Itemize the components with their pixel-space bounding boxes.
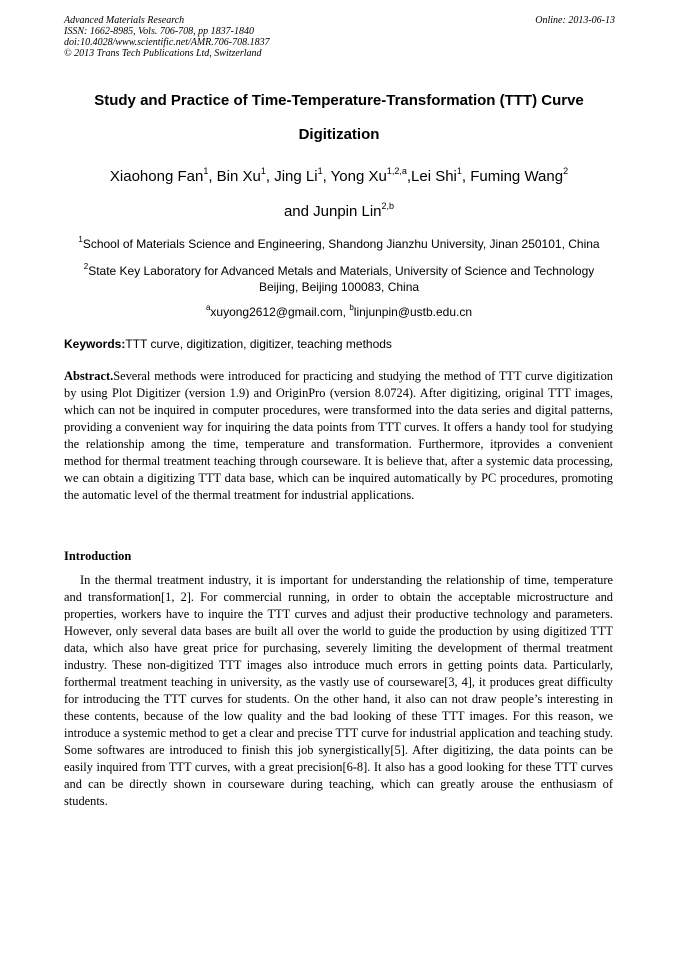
- affiliation-2: [30, 264, 648, 279]
- copyright-line: © 2013 Trans Tech Publications Ltd, Switzerland: [64, 48, 262, 59]
- keywords: [64, 337, 624, 352]
- journal-header: [64, 15, 615, 59]
- email-b: linjunpin@ustb.edu.cn: [353, 305, 473, 319]
- author-list: [30, 168, 648, 186]
- author-list-continued: [30, 203, 648, 221]
- author-affiliation-mark: 1: [456, 166, 462, 176]
- abstract-label: Abstract.: [64, 369, 114, 383]
- author-name: , Bin Xu: [208, 168, 261, 185]
- affiliation-mark: 2: [83, 262, 89, 271]
- affiliation-1: [30, 237, 648, 252]
- contact-emails: [30, 305, 648, 320]
- affiliation-2-continued: Beijing, Beijing 100083, China: [258, 280, 420, 294]
- paper-title-line-2: Digitization: [298, 126, 380, 143]
- author-name: , Jing Li: [265, 168, 318, 185]
- email-mark: a: [205, 303, 211, 312]
- online-date: Online: 2013-06-13: [535, 15, 615, 26]
- section-heading-introduction: Introduction: [64, 549, 132, 563]
- author-affiliation-mark: 1: [203, 166, 209, 176]
- author-name: , Yong Xu: [322, 168, 387, 185]
- author-affiliation-mark: 1: [317, 166, 323, 176]
- author-name: and Junpin Lin: [283, 203, 382, 220]
- abstract: [64, 368, 613, 504]
- affiliation-text: State Key Laboratory for Advanced Metals and Materials, University of Science and Technology: [88, 264, 595, 278]
- doi-line: doi:10.4028/www.scientific.net/AMR.706-708.1837: [64, 37, 270, 48]
- issn-line: ISSN: 1662-8985, Vols. 706-708, pp 1837-1840: [64, 26, 254, 37]
- affiliation-text: School of Materials Science and Engineering, Shandong Jianzhu University, Jinan 250101, China: [82, 237, 600, 251]
- author-name: Xiaohong Fan: [109, 168, 204, 185]
- author-name: , Fuming Wang: [461, 168, 564, 185]
- author-affiliation-mark: 1,2,a: [386, 166, 407, 176]
- author-affiliation-mark: 2: [563, 166, 569, 176]
- keywords-label: Keywords:: [64, 337, 126, 351]
- email-a: xuyong2612@gmail.com,: [210, 305, 350, 319]
- author-affiliation-mark: 1: [260, 166, 266, 176]
- affiliation-mark: 1: [78, 235, 83, 244]
- email-mark: b: [349, 303, 354, 312]
- author-name: ,Lei Shi: [406, 168, 457, 185]
- journal-name: Advanced Materials Research: [64, 15, 185, 26]
- introduction-paragraph: In the thermal treatment industry, it is important for understanding the relationship of time, temperature and transformation[1, 2]. For commercial running, in order to obtain the acceptable microstructure and properties, workers have to inquire the TTT curves and adjust their productive technology and parameters. However, only several data bases are built all over the world to guide the production by using digitized TTT data, which also have great price for purchasing, severely limiting the development of thermal treatment industry. These non-digitized TTT images also introduce much errors in getting points data. Particularly, forthermal treatment teaching in university, as the vastly use of courseware[3, 4], it produces great difficulty for introducing the TTT curves for students. On the other hand, it also can not draw people’s interesting in these contents, because of the low quality and the bad looking of these TTT images. For this reason, we introduce a systemic method to get a clear and precise TTT curve for industrial application and teaching study. Some softwares are introduced to finish this job synergistically[5]. After digitizing, the data points can be easily inquired from TTT curves, with a great precision[6-8]. It also has a good looking for these TTT curves and can be directly shown in courseware during teaching, which can greatly arouse the enthusiasm of students.: [64, 573, 613, 808]
- author-affiliation-mark: 2,b: [381, 201, 395, 211]
- paper-title-line-1: Study and Practice of Time-Temperature-Transformation (TTT) Curve: [94, 92, 584, 109]
- keywords-text: TTT curve, digitization, digitizer, teaching methods: [125, 337, 392, 351]
- abstract-text: Several methods were introduced for practicing and studying the method of TTT curve digitization by using Plot Digitizer (version 1.9) and OriginPro (version 8.0724). After digitizing, original TTT images, which can not be inquired in computer procedures, were transformed into the data series and digital patterns, providing a convenient way for inquiring the data points from TTT curves. It offers a handy tool for studying the relationship among the time, temperature and transformation. Furthermore, itprovides a convenient method for thermal treatment teaching through courseware. It is believe that, after a systemic data processing, we can obtain a digitizing TTT data base, which can be inquired automatically by PC procedures, promoting the automatic level of the thermal treatment for industrial applications.: [64, 369, 613, 502]
